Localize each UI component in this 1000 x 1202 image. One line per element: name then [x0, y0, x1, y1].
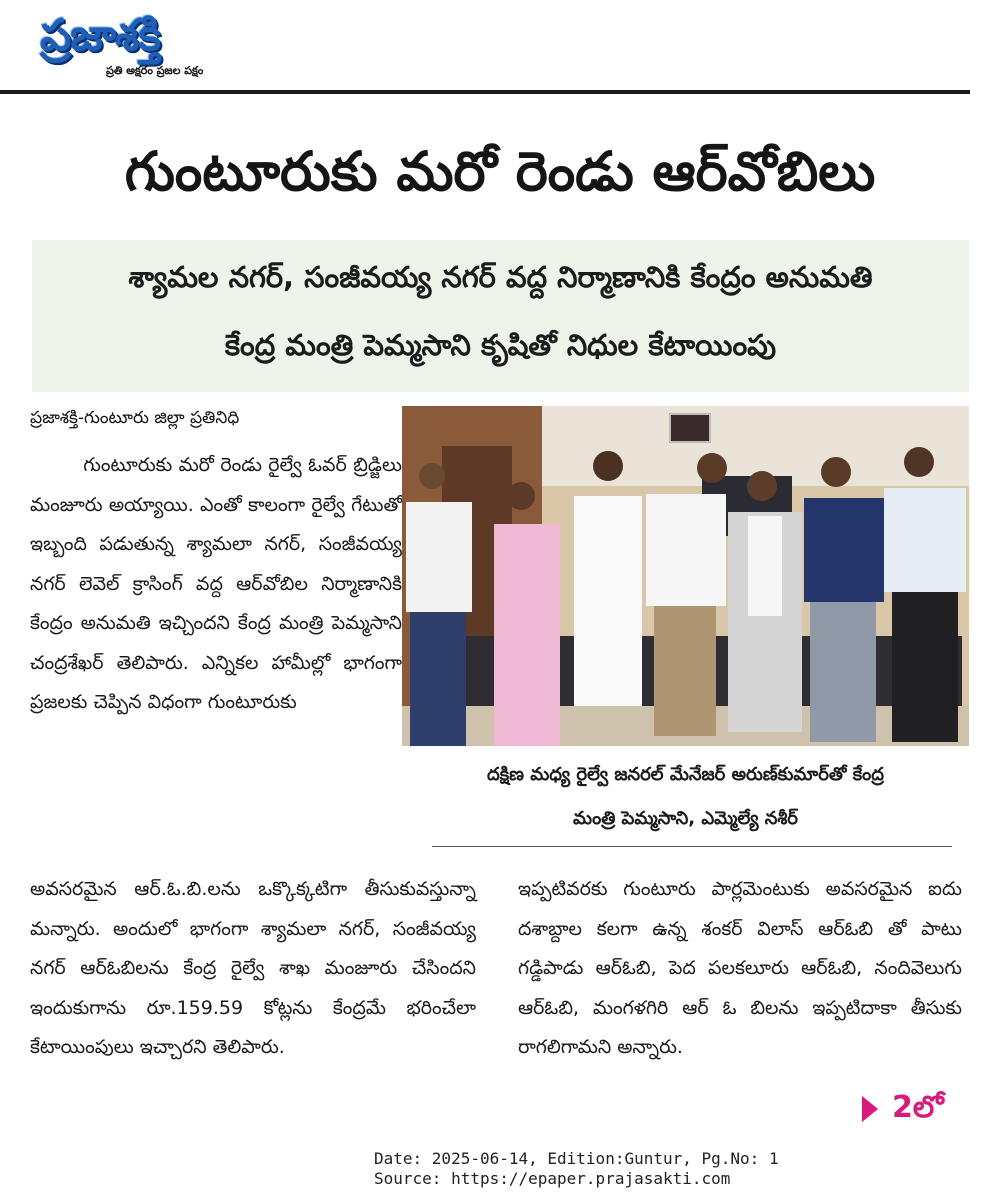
body-column-bottom-left	[30, 870, 476, 1068]
subhead-1: శ్యామల నగర్‌, సంజీవయ్య నగర్‌ వద్ద నిర్మాణానికి కేంద్రం అనుమతి	[128, 260, 873, 294]
edition-info	[374, 1149, 779, 1189]
logo-tagline: ప్రతి అక్షరం ప్రజల పక్షం	[106, 64, 204, 77]
masthead-rule	[0, 90, 970, 94]
continued-label: 2లో	[892, 1090, 944, 1125]
caption-divider	[432, 846, 952, 847]
logo-wordmark: ప్రజాశక్తి	[40, 10, 161, 61]
source-url[interactable]: Source: https://epaper.prajasakti.com	[374, 1169, 731, 1188]
dateline: ప్రజాశక్తి-గుంటూరు జిల్లా ప్రతినిధి	[30, 408, 240, 428]
body-column-right	[518, 870, 962, 1068]
photo-caption-line-2: మంత్రి పెమ్మసాని, ఎమ్మెల్యే నశీర్‌	[573, 808, 798, 829]
masthead-logo[interactable]	[36, 6, 286, 86]
article-headline: గుంటూరుకు మరో రెండు ఆర్‌వోబిలు	[124, 140, 876, 203]
subhead-box	[32, 240, 969, 392]
body-column-left	[30, 446, 402, 723]
subhead-2: కేంద్ర మంత్రి పెమ్మసాని కృషితో నిధుల కేటాయింపు	[224, 328, 777, 362]
news-photo	[402, 406, 969, 746]
photo-caption-line-1: దక్షిణ మధ్య రైల్వే జనరల్‌ మేనేజర్‌ అరుణ్‌కుమార్‌తో కేంద్ర	[487, 764, 884, 785]
body-paragraph-2: అవసరమైన ఆర్‌.ఓ.బి.లను ఒక్కొక్కటిగా తీసుకువస్తున్నా మన్నారు. అందులో భాగంగా శ్యామలా నగర్‌, సంజీవయ్య నగర్‌ ఆర్‌ఓబిలను కేంద్ర రైల్వే శాఖ మంజూరు చేసిందని ఇందుకుగాను రూ.159.59 కోట్లను కేంద్రమే భరించేలా కేటాయింపులు ఇచ్చారని తెలిపారు.	[30, 878, 476, 1058]
edition-date-line: Date: 2025-06-14, Edition:Guntur, Pg.No: 1	[374, 1149, 779, 1168]
triangle-right-icon	[862, 1096, 878, 1122]
group-photo-illustration	[402, 406, 969, 746]
body-paragraph-1: గుంటూరుకు మరో రెండు రైల్వే ఓవర్‌ బ్రిడ్జిలు మంజూరు అయ్యాయి. ఎంతో కాలంగా రైల్వే గేటుతో ఇబ్బంది పడుతున్న శ్యామలా నగర్‌, సంజీవయ్య నగర్‌ లెవెల్‌ క్రాసింగ్‌ వద్ద ఆర్‌వోబిల నిర్మాణానికి కేంద్రం అనుమతి ఇచ్చిందని కేంద్ర మంత్రి పెమ్మసాని చంద్రశేఖర్‌ తెలిపారు. ఎన్నికల హామీల్లో భాగంగా ప్రజలకు చెప్పిన విధంగా గుంటూరుకు	[30, 454, 402, 713]
body-paragraph-3: ఇప్పటివరకు గుంటూరు పార్లమెంటుకు అవసరమైన ఐదు దశాబ్దాల కలగా ఉన్న శంకర్‌ విలాస్‌ ఆర్‌ఓబి తో పాటు గడ్డిపాడు ఆర్‌ఓబి, పెద పలకలూరు ఆర్‌ఓబి, నందివెలుగు ఆర్‌ఓబి, మంగళగిరి ఆర్‌ ఓ బిలను ఇప్పటిదాకా తీసుకు రాగలిగామని అన్నారు.	[518, 878, 962, 1058]
